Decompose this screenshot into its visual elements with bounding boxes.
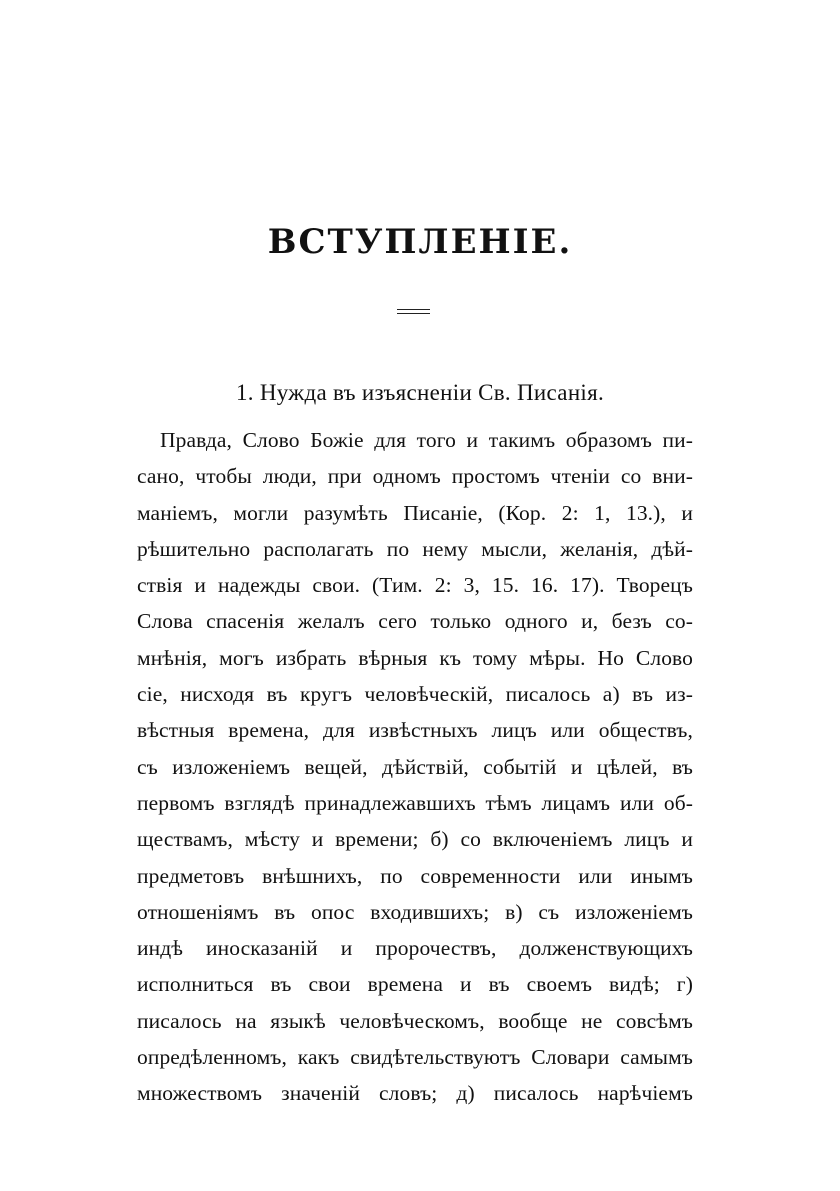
text-line: множествомъ значеній словъ; д) писалось нарѣчіемъ bbox=[137, 1081, 693, 1106]
text-line: Слова спасенія желалъ сего только одного и, безъ со- bbox=[137, 609, 693, 634]
text-line: вѣстныя времена, для извѣстныхъ лицъ или обществъ, bbox=[137, 718, 693, 743]
text-line: Правда, Слово Божіе для того и такимъ образомъ пи- bbox=[160, 428, 693, 452]
text-line: маніемъ, могли разумѣть Писаніе, (Кор. 2: 1, 13.), и bbox=[137, 500, 693, 525]
text-line: ществамъ, мѣсту и времени; б) со включеніемъ лицъ и bbox=[137, 827, 693, 852]
section-heading: 1. Нужда въ изъясненіи Св. Писанія. bbox=[235, 380, 605, 405]
text-line: отношеніямъ въ опос входившихъ; в) съ изложеніемъ bbox=[137, 899, 693, 924]
title-divider bbox=[397, 309, 430, 314]
text-line: сіе, нисходя въ кругъ человѣческій, писалось а) въ из- bbox=[137, 682, 693, 707]
text-line: съ изложеніемъ вещей, дѣйствій, событій и цѣлей, въ bbox=[137, 754, 693, 779]
body-paragraph bbox=[137, 422, 693, 1112]
text-line: писалось на языкѣ человѣческомъ, вообще не совсѣмъ bbox=[137, 1008, 693, 1033]
text-line: мнѣнія, могъ избрать вѣрныя къ тому мѣры. Но Слово bbox=[137, 645, 693, 670]
text-line: опредѣленномъ, какъ свидѣтельствуютъ Словари самымъ bbox=[137, 1045, 693, 1070]
text-line: предметовъ внѣшнихъ, по современности или инымъ bbox=[137, 863, 693, 888]
text-line: исполниться въ свои времена и въ своемъ видѣ; г) bbox=[137, 972, 693, 997]
text-line: сано, чтобы люди, при одномъ простомъ чтеніи со вни- bbox=[137, 464, 693, 489]
text-line: индѣ иносказаній и пророчествъ, долженствующихъ bbox=[137, 936, 693, 961]
text-line: ствія и надежды свои. (Тим. 2: 3, 15. 16. 17). Творецъ bbox=[137, 573, 693, 598]
text-line: рѣшительно располагать по нему мысли, желанія, дѣй- bbox=[137, 536, 693, 561]
page-title: ВСТУПЛЕНІЕ. bbox=[267, 222, 573, 262]
text-line: первомъ взглядѣ принадлежавшихъ тѣмъ лицамъ или об- bbox=[137, 790, 693, 815]
